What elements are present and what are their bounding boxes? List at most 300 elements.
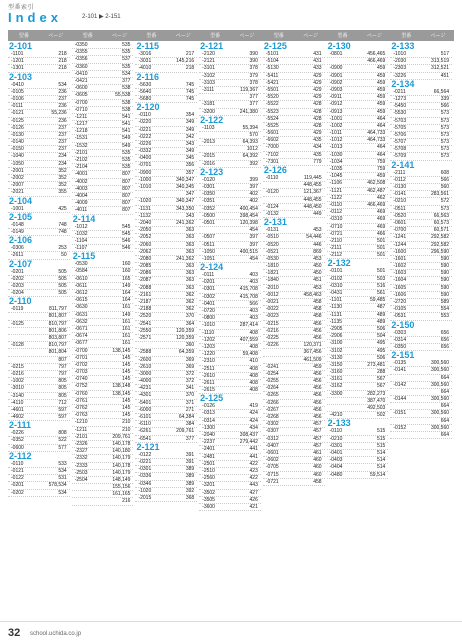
page-ref: 869 xyxy=(313,248,322,255)
page-ref: 372 xyxy=(185,378,195,385)
index-grid xyxy=(8,30,454,620)
index-row xyxy=(327,319,389,326)
page-ref: 459 xyxy=(376,86,386,93)
page-ref: 402 xyxy=(249,191,258,198)
page-ref: 145 xyxy=(122,405,131,411)
model-code: -0210 xyxy=(393,198,407,205)
model-code: -5640 xyxy=(138,88,152,95)
index-row xyxy=(390,227,452,234)
index-row xyxy=(199,279,261,286)
index-row xyxy=(199,475,261,482)
page-ref: 459 xyxy=(376,72,386,79)
model-code: -0128 xyxy=(11,342,24,349)
model-code: -2600 xyxy=(138,356,152,363)
model-code: -5501 xyxy=(265,86,279,93)
series-heading: 2-103 xyxy=(9,71,33,82)
model-code: -5450 xyxy=(393,103,407,110)
page-ref: 505 xyxy=(58,268,67,275)
page-ref: 446 xyxy=(313,241,322,248)
model-code: -0701 xyxy=(138,162,152,169)
index-row xyxy=(72,164,134,171)
index-row xyxy=(199,461,261,468)
index-row xyxy=(390,382,452,389)
page-ref: 389 xyxy=(185,480,195,487)
model-code: -1002 xyxy=(11,378,24,385)
page-ref: 392 xyxy=(185,487,195,494)
model-code: -0132 xyxy=(265,210,279,217)
page-ref: 161 xyxy=(122,325,131,332)
index-row xyxy=(135,488,197,495)
page-ref: 664 xyxy=(440,432,450,438)
index-row xyxy=(263,342,325,349)
page-ref: 138,145 xyxy=(112,390,131,397)
index-row xyxy=(8,400,70,407)
page-ref: 560 xyxy=(440,184,450,190)
model-code: -1532 xyxy=(74,142,88,149)
page-ref: 469 xyxy=(376,223,386,230)
model-code: -0301 xyxy=(138,466,152,473)
model-code xyxy=(390,389,425,395)
page-ref: 407,559 xyxy=(239,336,258,343)
index-row xyxy=(327,436,389,443)
index-row xyxy=(199,242,261,249)
page-ref: 119,367 xyxy=(240,86,258,93)
page-ref: 300,560 xyxy=(430,424,450,431)
page-ref: 534 xyxy=(58,81,67,88)
index-row xyxy=(263,464,325,471)
model-code: -1101 xyxy=(11,51,24,57)
model-code: -3140 xyxy=(11,392,24,399)
index-row xyxy=(390,306,452,313)
page-ref: 271 xyxy=(185,406,195,413)
index-row xyxy=(72,85,134,92)
model-code: -0740 xyxy=(74,376,88,383)
index-row xyxy=(263,335,325,342)
model-code: -4210 xyxy=(329,412,343,419)
index-row xyxy=(8,328,70,335)
model-code: -0612 xyxy=(74,290,88,296)
page-ref: 403 xyxy=(249,308,258,314)
model-code: -4231 xyxy=(138,385,152,392)
model-code: -3102 xyxy=(329,347,343,354)
index-row xyxy=(327,312,389,319)
index-column xyxy=(199,30,263,620)
page-ref: 349 xyxy=(185,126,195,133)
page-ref: 377 xyxy=(249,101,258,108)
index-row xyxy=(390,360,452,367)
page-ref: 241,362 xyxy=(176,255,195,262)
index-row xyxy=(8,461,70,468)
page-ref: 458 xyxy=(313,478,322,485)
index-row xyxy=(8,482,70,489)
model-code: -2080 xyxy=(138,255,152,262)
series-heading: 2-151 xyxy=(391,350,415,361)
index-row xyxy=(135,220,197,227)
model-code: -1040 xyxy=(11,153,24,160)
model-code: -0520 xyxy=(393,212,407,219)
index-row xyxy=(327,464,389,471)
page-ref: 209,761 xyxy=(112,433,131,440)
page-ref: 398,454 xyxy=(239,212,258,219)
index-row xyxy=(8,475,70,482)
index-row xyxy=(72,297,134,304)
model-code: -0255 xyxy=(265,378,279,385)
model-code: -5130 xyxy=(265,65,279,72)
page-ref: 364 xyxy=(185,320,195,327)
page-ref: 801,806 xyxy=(48,327,67,334)
series-heading: 2-122 xyxy=(200,114,224,125)
index-row xyxy=(135,198,197,205)
index-row xyxy=(72,441,134,448)
index-row xyxy=(327,348,389,355)
index-row xyxy=(8,349,70,356)
model-code xyxy=(263,197,298,203)
index-row xyxy=(327,391,389,398)
page-ref: 514 xyxy=(376,449,386,456)
model-code: -3100 xyxy=(329,340,343,347)
series-heading: 2-132 xyxy=(327,258,351,269)
index-row xyxy=(8,283,70,290)
index-row xyxy=(390,263,452,270)
index-row xyxy=(199,80,261,87)
model-code: -4004 xyxy=(74,192,88,199)
page-ref: 140,179 xyxy=(112,469,131,476)
model-code: -1107 xyxy=(74,245,88,252)
index-row xyxy=(72,49,134,56)
model-code: -2111 xyxy=(329,245,342,252)
index-row xyxy=(327,340,389,347)
page-ref: 466 xyxy=(376,230,386,237)
model-code: -0761 xyxy=(74,397,88,404)
index-row xyxy=(72,376,134,383)
page-ref: 354 xyxy=(185,112,195,119)
index-row xyxy=(72,362,134,369)
index-row xyxy=(135,227,197,234)
page-ref: 400,454 xyxy=(239,205,258,212)
index-row xyxy=(72,121,134,128)
model-code: -2503 xyxy=(74,469,88,476)
page-ref: 487 xyxy=(376,304,386,311)
index-row xyxy=(390,256,452,263)
model-code: -3161 xyxy=(329,376,343,383)
index-row xyxy=(135,285,197,292)
model-code xyxy=(199,94,234,100)
index-row xyxy=(263,263,325,270)
page-ref: 339 xyxy=(440,95,450,102)
page-ref: 807 xyxy=(122,185,131,192)
model-code: -2015 xyxy=(138,494,152,501)
index-row xyxy=(199,497,261,504)
model-code: -0400 xyxy=(138,155,152,162)
page-ref: 279,442 xyxy=(239,439,258,446)
index-row xyxy=(72,355,134,362)
model-code xyxy=(8,349,43,355)
model-code: -0501 xyxy=(202,219,215,226)
page-ref: 345 xyxy=(185,155,195,162)
index-row xyxy=(135,400,197,407)
index-row xyxy=(135,206,197,213)
page-ref: 282,273 xyxy=(367,390,386,397)
model-code xyxy=(199,227,234,233)
index-row xyxy=(135,234,197,241)
page-ref: 443 xyxy=(249,482,258,489)
page-ref: 656 xyxy=(440,336,450,343)
series-heading: 2-141 xyxy=(391,159,415,170)
index-row xyxy=(390,425,452,432)
model-code: -1131 xyxy=(329,311,343,318)
model-code: -1000 xyxy=(138,176,152,183)
page-ref: 300,560 xyxy=(430,410,450,417)
series-heading: 2-150 xyxy=(391,319,415,330)
page-ref: 66,563 xyxy=(433,212,450,219)
index-row xyxy=(390,410,452,417)
page-ref: 140,178 xyxy=(112,462,131,469)
index-row xyxy=(8,146,70,153)
model-code: -5411 xyxy=(265,72,279,79)
model-code: -4602 xyxy=(11,414,24,421)
page-ref: 566 xyxy=(440,103,450,110)
model-code: -2062 xyxy=(138,248,152,255)
page-ref: 424 xyxy=(249,417,258,424)
index-row xyxy=(199,301,261,308)
model-code: -0301 xyxy=(202,184,215,190)
model-code: -0360 xyxy=(74,63,88,70)
index-row xyxy=(72,261,134,268)
index-row xyxy=(135,141,197,148)
page-ref: 456 xyxy=(313,385,322,392)
page-ref: 64,359 xyxy=(178,349,195,356)
index-row xyxy=(199,410,261,417)
model-code: -2121 xyxy=(202,58,215,65)
page-ref: 462,508 xyxy=(367,180,386,187)
page-ref: 120,371 xyxy=(303,342,322,349)
index-row xyxy=(390,234,452,241)
page-ref: 283,561 xyxy=(430,191,450,198)
model-code: -0350 xyxy=(74,42,88,48)
model-code: -4002 xyxy=(74,178,88,185)
index-row xyxy=(72,333,134,340)
model-code: -0901 xyxy=(329,72,343,79)
index-row xyxy=(263,472,325,479)
index-row xyxy=(135,263,197,270)
index-range: 2-101 ▶ 2-151 xyxy=(82,14,121,20)
index-row xyxy=(8,110,70,117)
column-header-page: ページ xyxy=(175,33,191,39)
model-code: -1132 xyxy=(138,212,151,219)
model-code: -2101 xyxy=(74,149,88,156)
page-ref: 573 xyxy=(440,131,450,138)
page-ref: 145 xyxy=(122,361,131,368)
index-row xyxy=(263,443,325,450)
model-code: -0313 xyxy=(202,410,215,417)
index-row xyxy=(72,128,134,135)
page-ref: 538 xyxy=(122,106,131,113)
index-row xyxy=(327,268,389,275)
index-row xyxy=(199,315,261,322)
index-row xyxy=(72,448,134,455)
model-code: -0111 xyxy=(11,103,24,110)
index-row xyxy=(199,184,261,191)
index-row xyxy=(390,337,452,344)
page-ref: 408 xyxy=(249,387,258,394)
page-ref: 402 xyxy=(249,198,258,205)
index-row xyxy=(135,473,197,480)
page-ref: 535 xyxy=(122,49,131,56)
page-ref: 55,394 xyxy=(242,124,258,131)
page-ref: 145 xyxy=(122,412,131,419)
index-row xyxy=(327,362,389,369)
model-code: -2610 xyxy=(202,372,215,379)
model-code: -0762 xyxy=(74,405,88,411)
column-header-code: 型番 xyxy=(146,33,157,39)
column-header xyxy=(199,30,263,41)
index-row xyxy=(199,418,261,425)
page-ref: 352 xyxy=(58,167,67,174)
index-row xyxy=(8,103,70,110)
model-code: -3502 xyxy=(202,489,215,496)
page-ref: 537 xyxy=(122,56,131,63)
page-ref: 590 xyxy=(440,270,450,277)
index-row xyxy=(327,195,389,202)
index-row xyxy=(8,89,70,96)
model-code: -0301 xyxy=(202,286,215,293)
series-heading: 2-107 xyxy=(9,258,33,269)
model-code: -3016 xyxy=(138,51,152,57)
model-code: -0902 xyxy=(329,79,343,86)
page-ref: 410 xyxy=(249,358,258,365)
model-code: -1203 xyxy=(202,343,215,350)
model-code: -0303 xyxy=(393,329,407,336)
model-code: -3103 xyxy=(202,79,215,86)
page-ref: 218 xyxy=(58,58,67,65)
index-row xyxy=(390,292,452,299)
index-row xyxy=(8,51,70,58)
model-code xyxy=(72,498,107,504)
index-row xyxy=(327,87,389,94)
page-ref: 466,469 xyxy=(367,201,386,208)
site-url[interactable]: school.uchida.co.jp xyxy=(30,631,82,637)
page-ref: 423 xyxy=(249,467,258,474)
index-row xyxy=(263,292,325,299)
model-code: -2588 xyxy=(138,349,152,356)
page-ref: 138,145 xyxy=(112,347,131,354)
page-ref: 160 xyxy=(122,261,131,268)
index-row xyxy=(199,51,261,58)
page-ref: 514 xyxy=(376,464,386,471)
model-code: -3031 xyxy=(138,58,152,65)
page-ref: 541 xyxy=(122,128,131,135)
series-heading: 2-115 xyxy=(136,41,159,51)
index-row xyxy=(135,459,197,466)
model-code: -1051 xyxy=(202,255,215,262)
page-ref: 429 xyxy=(313,130,322,137)
page-ref: 403 xyxy=(249,315,258,322)
index-row xyxy=(199,351,261,358)
model-code: -1045 xyxy=(329,173,343,180)
model-code: -2015 xyxy=(202,153,215,160)
index-row xyxy=(135,335,197,342)
index-row xyxy=(135,452,197,459)
model-code: -0602 xyxy=(265,457,279,464)
model-code: -0122 xyxy=(11,475,24,482)
model-code xyxy=(390,403,425,409)
header-title: Index xyxy=(8,10,62,25)
index-row xyxy=(72,42,134,49)
index-row xyxy=(263,313,325,320)
model-code: -0302 xyxy=(265,421,279,428)
page-ref: 371 xyxy=(185,399,195,406)
index-row xyxy=(390,396,452,403)
column-header-code: 型番 xyxy=(18,33,29,39)
model-code: -0110 xyxy=(329,201,343,208)
index-row xyxy=(72,193,134,200)
index-row xyxy=(8,222,70,229)
page-ref: 343 xyxy=(185,212,195,219)
page-ref: 541 xyxy=(122,113,131,120)
model-code: -0216 xyxy=(11,370,24,377)
index-column xyxy=(263,30,327,620)
model-code: -0141 xyxy=(393,191,407,198)
model-code: -2111 xyxy=(393,169,406,176)
model-code: -0632 xyxy=(74,318,88,325)
model-code: -1840 xyxy=(265,277,279,284)
model-code: -7102 xyxy=(265,151,279,158)
page-ref: 408 xyxy=(249,365,258,372)
model-code: -4110 xyxy=(11,399,24,406)
page-ref: 384 xyxy=(185,421,195,428)
index-row xyxy=(8,153,70,160)
index-row xyxy=(199,58,261,65)
index-row xyxy=(199,227,261,234)
model-code: -0600 xyxy=(11,444,24,451)
page-ref: 469 xyxy=(376,216,386,223)
index-row xyxy=(263,137,325,144)
model-code: -2504 xyxy=(74,476,88,483)
index-row xyxy=(135,306,197,313)
model-code: -1012 xyxy=(329,137,343,144)
page-ref: 145 xyxy=(122,376,131,383)
index-row xyxy=(263,175,325,182)
page-ref: 466,469 xyxy=(367,58,386,65)
page-ref: 357 xyxy=(185,169,195,176)
model-code: -0584 xyxy=(74,268,88,275)
page-ref: 454 xyxy=(249,255,258,262)
model-code: -5525 xyxy=(265,122,279,129)
model-code: -4010 xyxy=(138,65,152,72)
index-row xyxy=(8,161,70,168)
index-row xyxy=(8,58,70,65)
index-row xyxy=(72,484,134,491)
page-ref: 377 xyxy=(122,77,131,84)
series-heading: 2-104 xyxy=(9,195,33,206)
index-row xyxy=(263,306,325,313)
page-ref: 441 xyxy=(249,446,258,453)
model-code: -1011 xyxy=(329,130,343,137)
model-code: -2401 xyxy=(202,446,215,453)
index-row xyxy=(390,170,452,177)
index-row xyxy=(327,283,389,290)
model-code: -3162 xyxy=(329,383,343,390)
index-row xyxy=(263,189,325,196)
index-row xyxy=(263,144,325,151)
model-code: -5601 xyxy=(265,130,279,137)
index-row xyxy=(263,270,325,277)
page-ref: 573 xyxy=(440,146,450,153)
model-code: -1244 xyxy=(393,241,407,248)
index-row xyxy=(8,182,70,189)
model-code: -0705 xyxy=(265,464,279,471)
index-row xyxy=(72,64,134,71)
